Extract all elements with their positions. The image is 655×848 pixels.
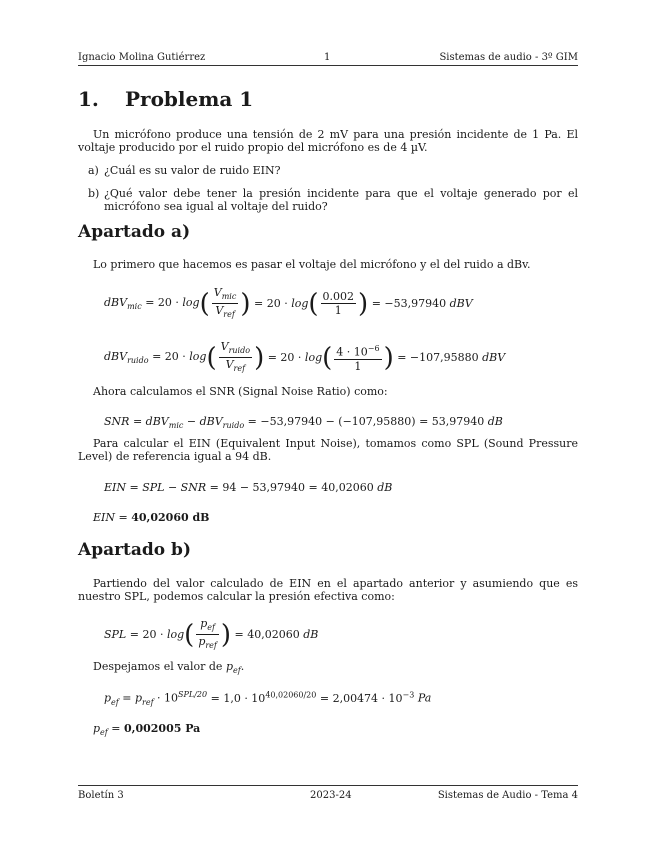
problem-statement: Un micrófono produce una tensión de 2 mV para una presión incidente de 1 Pa. El voltaje producido por el ruido propio del micrófono es de 4 µV. [78, 128, 578, 154]
pef-clear-text: Despejamos el valor de $p_{ef}$. [93, 660, 245, 676]
question-a-label: a) [88, 164, 99, 177]
equation-snr: SNR = dBV$_{mic}$ − dBV$_{ruido}$ = −53,97940 − (−107,95880) = 53,97940 dB [104, 415, 503, 431]
part-a-title: Apartado a) [78, 222, 191, 242]
question-b-text: ¿Qué valor debe tener la presión incidente para que el voltaje generado por el micrófono sea igual al voltaje del ruido? [104, 187, 578, 213]
footer-rule [78, 785, 578, 786]
question-b-label: b) [88, 187, 100, 200]
equation-ein: EIN = SPL − SNR = 94 − 53,97940 = 40,02060 dB [104, 481, 393, 494]
part-a-intro: Lo primero que hacemos es pasar el voltaje del micrófono y el del ruido a dBv. [93, 258, 531, 271]
part-b-title: Apartado b) [78, 540, 191, 560]
section-number: 1. [78, 87, 99, 111]
ein-result: EIN = 40,02060 dB [93, 511, 210, 524]
header-page-number: 1 [324, 52, 331, 63]
footer-right: Sistemas de Audio - Tema 4 [437, 790, 578, 801]
equation-dbv-ruido: dBV$_{ruido}$ = 20 · log ( $\frac{V_{ruido}}{V_{ref}}$ ) = 20 · log ( $\frac{4 \cdot 10^{-6}}{1}$ ) = −107,95880 dBV [104, 340, 506, 374]
equation-spl: SPL = 20 · log ( $\frac{p_{ef}}{p_{ref}}$ ) = 40,02060 dB [104, 617, 319, 651]
section-title: Problema 1 [125, 87, 254, 111]
header-rule [78, 65, 578, 66]
footer-left: Boletín 3 [78, 790, 124, 801]
header-course: Sistemas de audio - 3º GIM [439, 52, 578, 63]
equation-dbv-mic: dBV$_{mic}$ = 20 · log ( $\frac{V_{mic}}{V_{ref}}$ ) = 20 · log ( $\frac{0.002}{1}$ ) = −53,97940 dBV [104, 286, 473, 320]
question-a-text: ¿Cuál es su valor de ruido EIN? [104, 164, 281, 177]
header-author: Ignacio Molina Gutiérrez [78, 52, 206, 63]
footer-year: 2023-24 [310, 790, 352, 801]
pef-result: $p_{ef} = 0,002005$ Pa [93, 722, 201, 738]
equation-pef: $p_{ef} = p_{ref} \cdot 10^{SPL/20} = 1,0 \cdot 10^{40,02060/20} = 2,00474 \cdot 10^{-3}$ Pa [104, 690, 432, 707]
ein-intro: Para calcular el EIN (Equivalent Input Noise), tomamos como SPL (Sound Pressure Level) de referencia igual a 94 dB. [78, 437, 578, 463]
part-b-intro: Partiendo del valor calculado de EIN en el apartado anterior y asumiendo que es nuestro SPL, podemos calcular la presión efectiva como: [78, 577, 578, 603]
snr-intro: Ahora calculamos el SNR (Signal Noise Ratio) como: [93, 385, 388, 398]
